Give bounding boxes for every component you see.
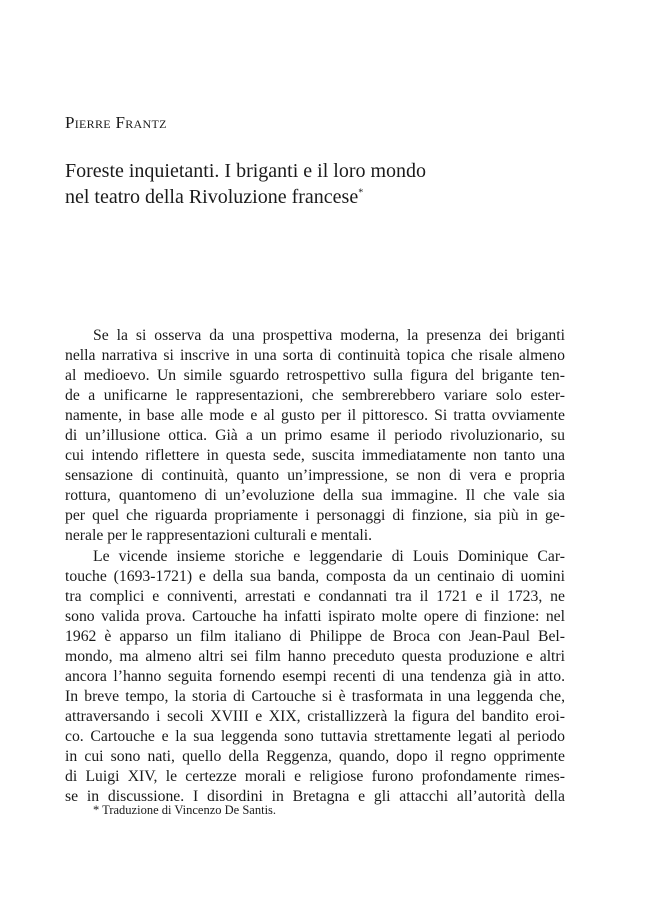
title-line-2-text: nel teatro della Rivoluzione francese — [65, 186, 359, 208]
text-line: nerale per le rappresentazioni culturali e mentali. — [65, 527, 373, 545]
text-line: sono valida prova. Cartouche ha infatti ispirato molte opere di finzione: nel — [65, 607, 565, 625]
text-line: co. Cartouche e la sua leggenda sono tuttavia strettamente legati al periodo — [65, 727, 565, 745]
text-line: ancora l’hanno seguita fornendo esempi recenti di una tendenza già in atto. — [65, 667, 565, 685]
text-line: tra complici e conniventi, arrestati e condannati tra il 1721 e il 1723, ne — [65, 587, 565, 605]
text-line: se in discussione. I disordini in Bretagna e gli attacchi all’autorità della — [65, 788, 565, 806]
text-line: Se la si osserva da una prospettiva moderna, la presenza dei briganti — [93, 327, 565, 344]
text-line: Le vicende insieme storiche e leggendarie di Louis Dominique Car- — [93, 547, 565, 565]
author-name: Pierre Frantz — [65, 113, 167, 132]
body-text — [65, 326, 565, 807]
title-line-2 — [65, 184, 585, 210]
text-line: nella narrativa si inscrive in una sorta di continuità topica che risale almeno — [65, 347, 565, 365]
text-line: attraversando i secoli XVIII e XIX, cristallizzerà la figura del bandito eroi- — [65, 707, 565, 725]
text-line: di un’illusione ottica. Già a un primo esame il periodo rivoluzionario, su — [65, 427, 565, 445]
text-line: cui intendo riflettere in questa sede, suscita immediatamente non tanto una — [65, 447, 565, 465]
paragraph-1 — [65, 326, 565, 547]
text-line: 1962 è apparso un film italiano di Philippe de Broca con Jean-Paul Bel- — [65, 627, 565, 645]
paragraph-2 — [65, 547, 565, 808]
chapter-title — [65, 158, 585, 210]
text-line: sensazione di continuità, quanto un’impressione, se non di vera e propria — [65, 467, 565, 485]
text-line: In breve tempo, la storia di Cartouche si è trasformata in una leggenda che, — [65, 687, 565, 705]
text-line: de a unificarne le rappresentazioni, che sembrerebbero variare solo ester- — [65, 387, 565, 405]
text-line: rottura, quantomeno di un’evoluzione della sua immagine. Il che vale sia — [65, 487, 565, 505]
text-line: per quel che riguarda propriamente i personaggi di finzione, sia più in ge- — [65, 507, 565, 525]
text-line: namente, in base alle mode e al gusto per il pittoresco. Si tratta ovviamente — [65, 407, 565, 425]
text-line: touche (1693-1721) e della sua banda, composta da un centinaio di uomini — [65, 567, 565, 585]
footnote: * Traduzione di Vincenzo De Santis. — [93, 803, 277, 817]
text-line: di Luigi XIV, le certezze morali e religiose furono profondamente rimes- — [65, 768, 565, 786]
footnote-marker: * — [358, 187, 364, 199]
title-line-1: Foreste inquietanti. I briganti e il loro mondo — [65, 160, 427, 182]
text-line: al medioevo. Un simile sguardo retrospettivo sulla figura del brigante ten- — [65, 367, 565, 385]
text-line: in cui sono nati, quello della Reggenza, quando, dopo il regno opprimente — [65, 747, 565, 765]
text-line: mondo, ma almeno altri sei film hanno preceduto questa produzione e altri — [65, 647, 565, 665]
